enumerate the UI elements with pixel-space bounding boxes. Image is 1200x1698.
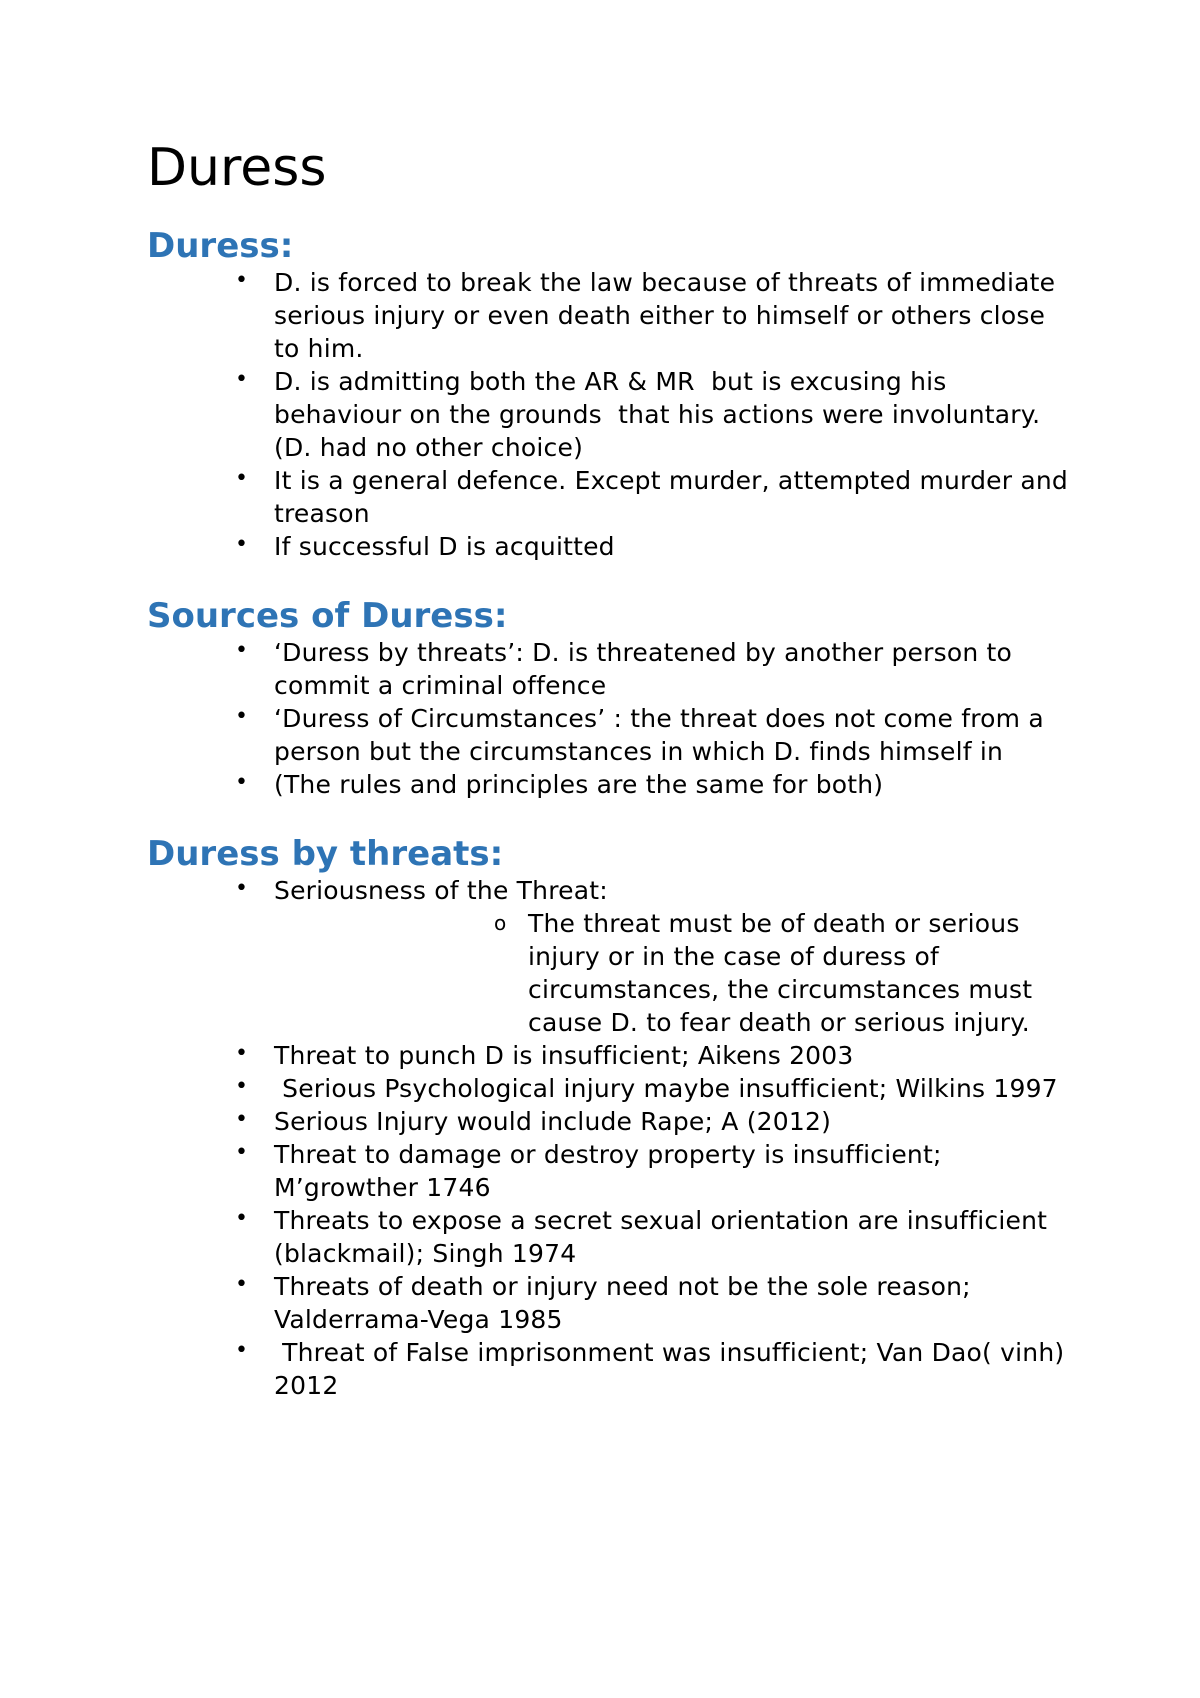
list-item-text: Threat of False imprisonment was insufficient; Van Dao( vinh) 2012: [274, 1338, 1073, 1401]
section-heading: Duress:: [147, 226, 294, 267]
list-item: [147, 1072, 1077, 1105]
list-item-text: ‘Duress by threats’: D. is threatened by another person to commit a criminal offence: [274, 638, 1021, 701]
bullet-icon: •: [235, 1338, 249, 1364]
list-item-text: It is a general defence. Except murder, attempted murder and treason: [274, 466, 1077, 529]
list-item: [147, 1105, 1077, 1138]
document-page: [147, 140, 1077, 1436]
bullet-icon: •: [235, 876, 249, 902]
list-item: [147, 636, 1077, 702]
sub-list-item-text: The threat must be of death or serious injury or in the case of duress of circumstances, the circumstances must cause D. to fear death or serious injury.: [528, 909, 1041, 1038]
bullet-icon: •: [235, 1074, 249, 1100]
list-item-text: Serious Injury would include Rape; A (2012): [274, 1107, 832, 1137]
bullet-icon: •: [235, 466, 249, 492]
list-item-text: If successful D is acquitted: [274, 532, 615, 562]
list-item-text: Threat to punch D is insufficient; Aikens 2003: [274, 1041, 854, 1071]
list-item-text: D. is forced to break the law because of threats of immediate serious injury or even death either to himself or others close to him.: [274, 268, 1064, 364]
list-item-text: Serious Psychological injury maybe insufficient; Wilkins 1997: [274, 1074, 1058, 1104]
list-item-text: Threats to expose a secret sexual orientation are insufficient (blackmail); Singh 1974: [274, 1206, 1056, 1269]
bullet-list: [147, 636, 1077, 801]
section-sources-of-duress: [147, 597, 1077, 801]
sub-list-item: [274, 907, 1077, 1039]
section-duress: [147, 227, 1077, 563]
sub-bullet-list: [274, 907, 1077, 1039]
list-item-text: Threats of death or injury need not be the sole reason; Valderrama-Vega 1985: [274, 1272, 979, 1335]
list-item: [147, 1336, 1077, 1402]
bullet-icon: •: [235, 770, 249, 796]
bullet-icon: •: [235, 704, 249, 730]
list-item-text: D. is admitting both the AR & MR but is excusing his behaviour on the grounds that his actions were involuntary. (D. had no other choice): [274, 367, 1049, 463]
list-item: [147, 768, 1077, 801]
document-title: Duress: [147, 138, 327, 198]
list-item: [147, 464, 1077, 530]
section-heading: Duress by threats:: [147, 834, 504, 875]
list-item-text: ‘Duress of Circumstances’ : the threat does not come from a person but the circumstances in which D. finds himself in: [274, 704, 1053, 767]
list-item-text: (The rules and principles are the same for both): [274, 770, 884, 800]
bullet-icon: •: [235, 1107, 249, 1133]
bullet-list: [147, 874, 1077, 1402]
bullet-icon: •: [235, 532, 249, 558]
bullet-icon: •: [235, 1140, 249, 1166]
bullet-icon: •: [235, 1272, 249, 1298]
list-item-text: Seriousness of the Threat:: [274, 876, 608, 906]
bullet-icon: •: [235, 1041, 249, 1067]
bullet-icon: •: [235, 367, 249, 393]
list-item: [147, 1204, 1077, 1270]
list-item: [147, 702, 1077, 768]
list-item: [147, 530, 1077, 563]
section-heading: Sources of Duress:: [147, 596, 508, 637]
list-item: [147, 1039, 1077, 1072]
list-item: [147, 1270, 1077, 1336]
bullet-icon: •: [235, 638, 249, 664]
bullet-icon: •: [235, 1206, 249, 1232]
list-item-text: Threat to damage or destroy property is insufficient; M’growther 1746: [274, 1140, 950, 1203]
list-item: [147, 874, 1077, 1039]
list-item: [147, 266, 1077, 365]
list-item: [147, 365, 1077, 464]
hollow-circle-bullet-icon: o: [494, 911, 507, 936]
bullet-list: [147, 266, 1077, 563]
section-duress-by-threats: [147, 835, 1077, 1402]
bullet-icon: •: [235, 268, 249, 294]
list-item: [147, 1138, 1077, 1204]
